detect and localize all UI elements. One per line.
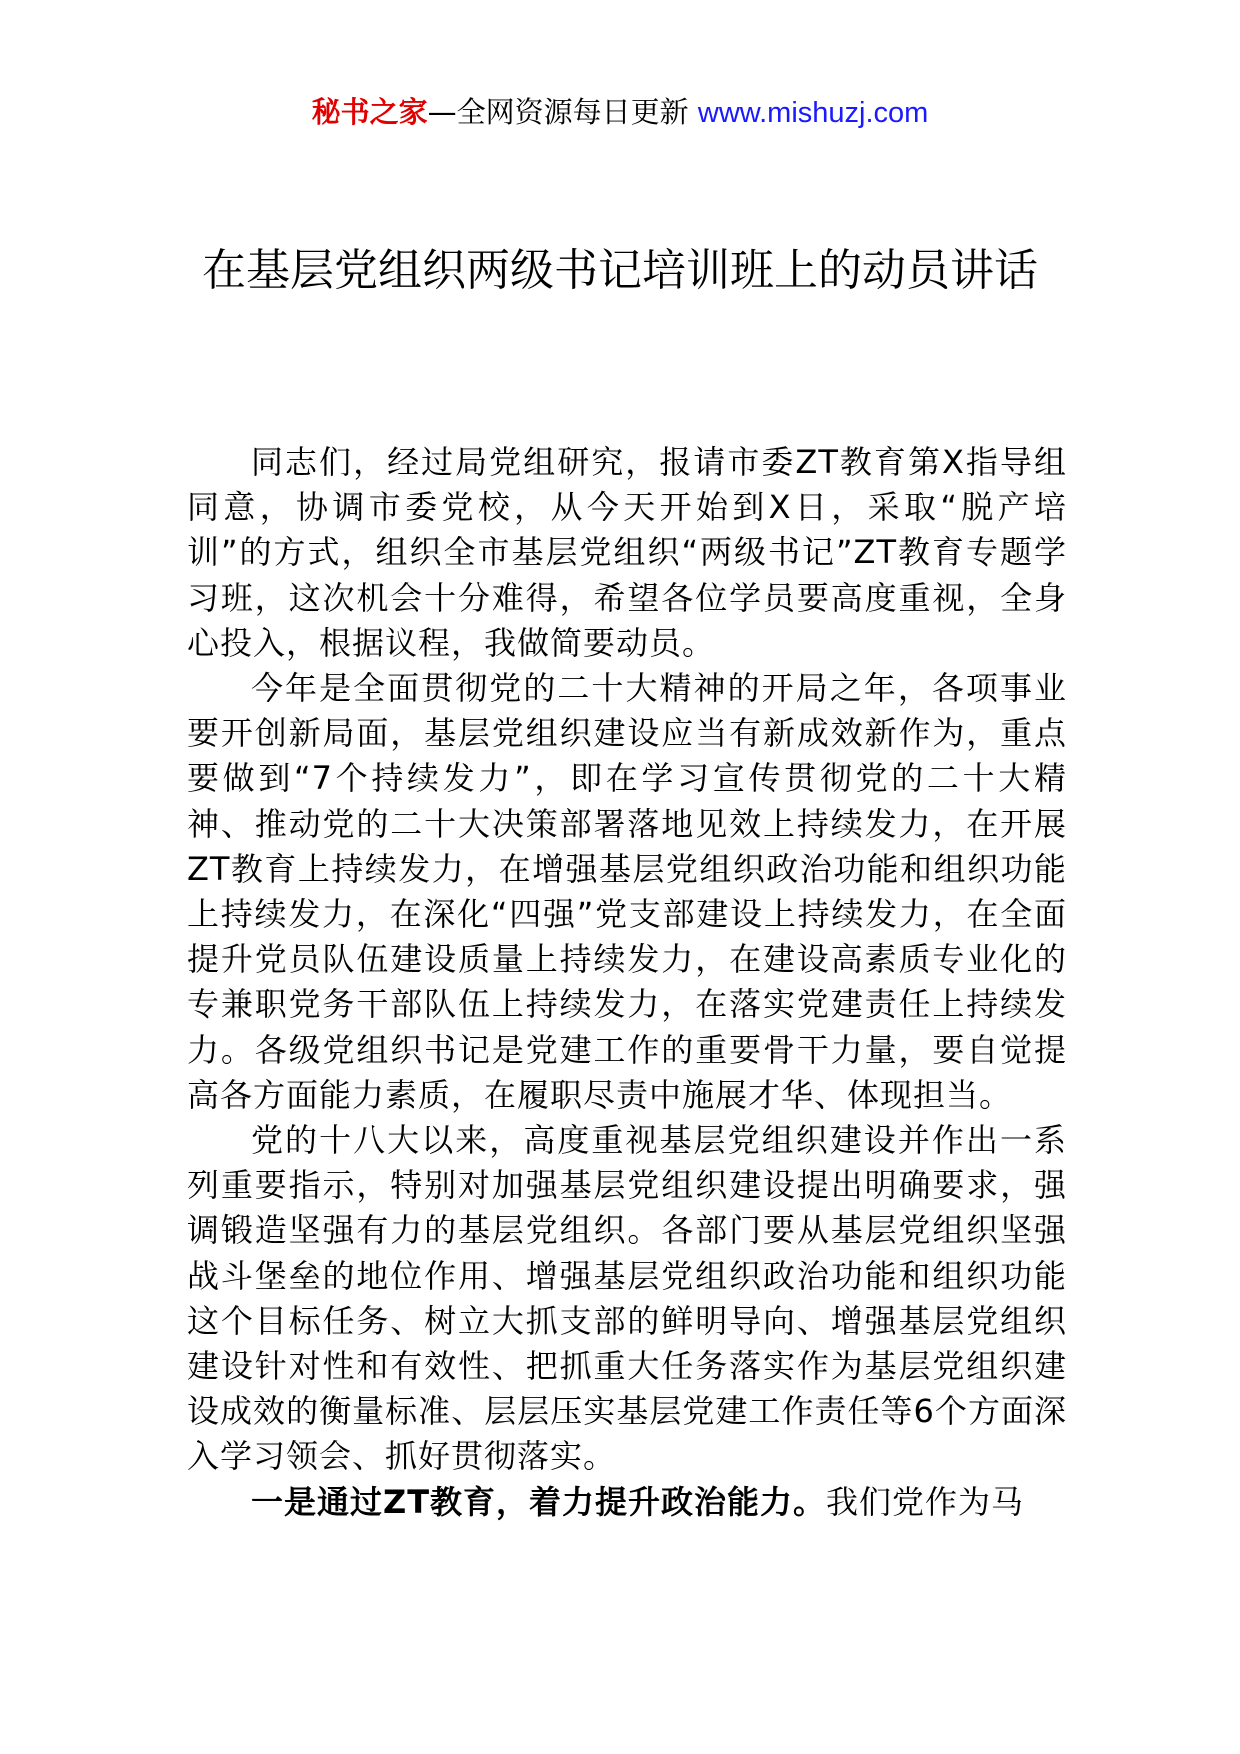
site-brand: 秘书之家: [311, 95, 428, 129]
site-slogan: —全网资源每日更新: [427, 95, 698, 129]
site-url-link[interactable]: www.mishuzj.com: [697, 97, 929, 129]
paragraph-3: 党的十八大以来，高度重视基层党组织建设并作出一系列重要指示，特别对加强基层党组织建设提出明确要求，强调锻造坚强有力的基层党组织。各部门要从基层党组织坚强战斗堡垒的地位作用、增强基层党组织政治功能和组织功能这个目标任务、树立大抓支部的鲜明导向、增强基层党组织建设针对性和有效性、把抓重大任务落实作为基层党组织建设成效的衡量标准、层层压实基层党建工作责任等6个方面深入学习领会、抓好贯彻落实。: [187, 1121, 1067, 1476]
document-body: [187, 440, 1067, 1525]
site-banner: [0, 92, 1240, 133]
paragraph-4-text: 我们党作为马: [826, 1482, 1025, 1521]
paragraph-4: [187, 1480, 1067, 1525]
paragraph-4-lead: 一是通过ZT教育，着力提升政治能力。: [251, 1482, 827, 1521]
paragraph-1: 同志们，经过局党组研究，报请市委ZT教育第X指导组同意，协调市委党校，从今天开始到X日，采取“脱产培训”的方式，组织全市基层党组织“两级书记”ZT教育专题学习班，这次机会十分难得，希望各位学员要高度重视，全身心投入，根据议程，我做简要动员。: [187, 443, 1067, 662]
paragraph-2: 今年是全面贯彻党的二十大精神的开局之年，各项事业要开创新局面，基层党组织建设应当有新成效新作为，重点要做到“7个持续发力”，即在学习宣传贯彻党的二十大精神、推动党的二十大决策部署落地见效上持续发力，在开展ZT教育上持续发力，在增强基层党组织政治功能和组织功能上持续发力，在深化“四强”党支部建设上持续发力，在全面提升党员队伍建设质量上持续发力，在建设高素质专业化的专兼职党务干部队伍上持续发力，在落实党建责任上持续发力。各级党组织书记是党建工作的重要骨干力量，要自觉提高各方面能力素质，在履职尽责中施展才华、体现担当。: [187, 669, 1067, 1114]
document-title: 在基层党组织两级书记培训班上的动员讲话: [202, 245, 1038, 296]
